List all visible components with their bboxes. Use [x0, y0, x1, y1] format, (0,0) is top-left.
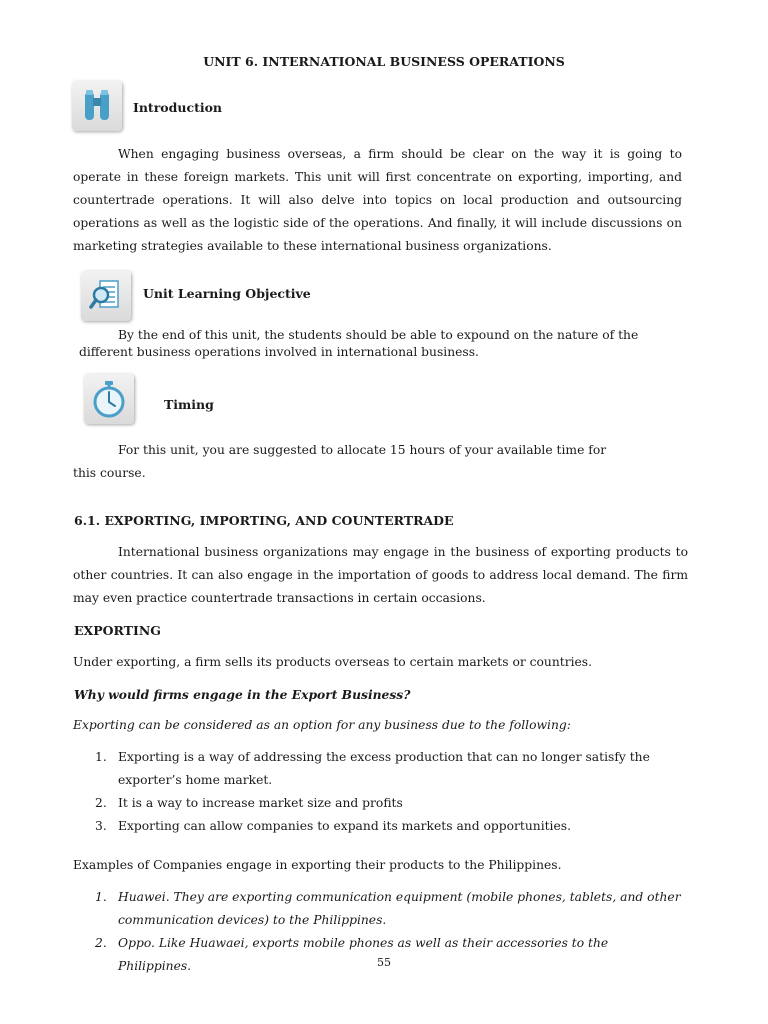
list-item-number: 3.	[95, 819, 107, 833]
section-heading: 6.1. EXPORTING, IMPORTING, AND COUNTERTRADE	[74, 513, 454, 528]
examples-intro: Examples of Companies engage in exporting their products to the Philippines.	[73, 858, 562, 872]
introduction-text: When engaging business overseas, a firm should be clear on the way it is going to operate in these foreign markets. This unit will first concentrate on exporting, importing, and countertrade operations. It will also delve into topics on local production and outsourcing operations as well as the logistic side of the operations. And finally, it will include discussions on marketing strategies available to these international business organizations.	[73, 147, 682, 253]
exporting-heading: EXPORTING	[74, 623, 161, 638]
objective-heading: Unit Learning Objective	[143, 286, 311, 301]
introduction-paragraph	[73, 143, 682, 258]
list-item	[73, 932, 685, 978]
introduction-heading: Introduction	[133, 100, 223, 115]
list-item-text: It is a way to increase market size and profits	[118, 796, 403, 810]
timing-line-1: For this unit, you are suggested to allocate 15 hours of your available time for	[118, 443, 607, 457]
stopwatch-icon	[84, 374, 134, 424]
list-item	[73, 886, 685, 932]
document-magnifier-icon	[81, 271, 131, 321]
why-intro: Exporting can be considered as an option for any business due to the following:	[73, 718, 571, 732]
list-item-number: 2.	[95, 796, 107, 810]
list-item	[73, 792, 663, 815]
page-number: 55	[377, 956, 391, 969]
list-item	[73, 815, 663, 838]
reasons-list	[73, 746, 663, 838]
section-intro-paragraph	[73, 541, 688, 610]
list-item-text: Huawei. They are exporting communication equipment (mobile phones, tablets, and other communication devices) to the Philippines.	[118, 890, 681, 927]
timing-line-2: this course.	[73, 466, 146, 480]
list-item	[73, 746, 663, 792]
objective-line-2: different business operations involved in international business.	[79, 345, 479, 359]
section-intro-text: International business organizations may engage in the business of exporting products to other countries. It can also engage in the importation of goods to address local demand. The firm may even practice countertrade transactions in certain occasions.	[73, 545, 688, 605]
list-item-text: Oppo. Like Huawaei, exports mobile phones as well as their accessories to the Philippines.	[118, 936, 609, 973]
why-heading: Why would firms engage in the Export Business?	[74, 687, 411, 702]
list-item-number: 1.	[95, 750, 107, 764]
timing-heading: Timing	[164, 397, 214, 412]
list-item-number: 2.	[95, 936, 107, 950]
exporting-text: Under exporting, a firm sells its products overseas to certain markets or countries.	[73, 655, 593, 669]
objective-line-1: By the end of this unit, the students should be able to expound on the nature of the	[118, 328, 639, 342]
list-item-number: 1.	[95, 890, 107, 904]
list-item-text: Exporting can allow companies to expand its markets and opportunities.	[118, 819, 571, 833]
unit-title: UNIT 6. INTERNATIONAL BUSINESS OPERATIONS	[203, 54, 565, 69]
list-item-text: Exporting is a way of addressing the excess production that can no longer satisfy the exporter’s home market.	[118, 750, 650, 787]
binoculars-icon	[72, 81, 122, 131]
